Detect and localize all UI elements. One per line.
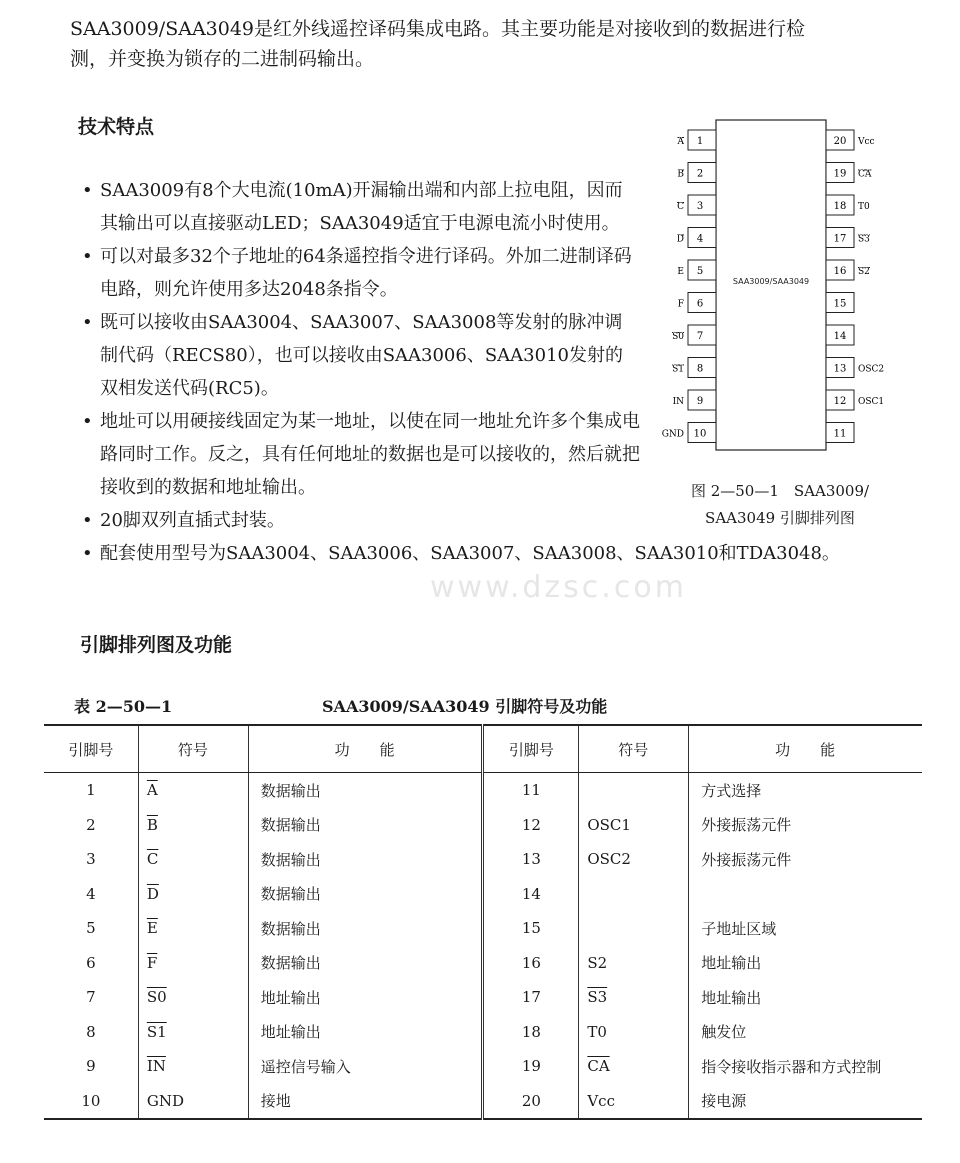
table-row [44,911,922,946]
pin-number: 8 [696,363,704,375]
cell-pin: 14 [483,877,579,912]
pin-number: 10 [693,428,707,440]
header-function: 功 能 [248,725,483,773]
pin-label: S2 [858,267,870,277]
pin-number: 2 [696,168,704,180]
intro-paragraph [70,14,900,74]
pin-number: 4 [696,233,704,245]
cell-function: 外接振荡元件 [701,816,792,835]
header-symbol: 符号 [138,725,248,773]
cell-function: 数据输出 [248,911,483,946]
cell-pin: 19 [483,1049,579,1084]
pin-number: 17 [833,233,847,245]
cell-function: 地址输出 [248,1015,483,1050]
cell-pin: 15 [483,911,579,946]
cell-pin: 3 [44,842,138,877]
pin-label: B [677,169,684,180]
table-row [44,946,922,981]
cell-symbol: S2 [579,946,689,981]
cell-function: 数据输出 [248,877,483,912]
cell-symbol: OSC1 [579,808,689,843]
cell-pin: 4 [44,877,138,912]
cell-pin: 7 [44,980,138,1015]
cell-symbol: $\overline{CA}$ [579,1049,689,1084]
cell-function: 数据输出 [248,808,483,843]
table-row [44,1084,922,1120]
cell-function: 数据输出 [248,842,483,877]
pin-number: 20 [833,136,847,147]
pin-number: 1 [696,136,704,147]
pin-number: 13 [833,363,847,375]
pin-label: E [677,267,684,277]
pin-number: 15 [833,298,847,310]
table-row [44,842,922,877]
pin-label: OSC1 [858,397,885,407]
cell-symbol: $\overline{F}$ [138,946,248,981]
feature-item: • 20脚双列直插式封装。 [80,504,900,537]
cell-pin: 8 [44,1015,138,1050]
pin-number: 11 [833,428,847,440]
cell-symbol: T0 [579,1015,689,1050]
pin-number: 6 [696,298,704,310]
table-header-row [44,725,922,773]
cell-pin: 11 [483,773,579,808]
cell-pin: 18 [483,1015,579,1050]
cell-pin: 17 [483,980,579,1015]
cell-function: 触发位 [701,1023,747,1042]
pin-number: 7 [696,331,704,342]
cell-function: 地址输出 [248,980,483,1015]
pin-function-table [44,724,922,1120]
intro-line-2: 测，并变换为锁存的二进制码输出。 [70,48,375,70]
cell-pin: 12 [483,808,579,843]
cell-symbol: $\overline{E}$ [138,911,248,946]
section-title-pinout: 引脚排列图及功能 [80,634,233,656]
pin-number: 14 [833,331,847,342]
pin-label: S1 [672,364,684,375]
table-number: 表 2—50—1 [74,697,173,716]
pin-label: OSC2 [858,364,885,375]
cell-function: 接地 [248,1084,483,1120]
cell-function: 接电源 [689,1084,922,1120]
caption-line-1: 图 2—50—1 SAA3009/ [690,482,870,500]
cell-pin: 9 [44,1049,138,1084]
feature-item: • SAA3009有8个大电流(10mA)开漏输出端和内部上拉电阻，因而其输出可以直接驱动LED；SAA3049适宜于电源电流小时使用。 [80,174,640,240]
cell-symbol: S1 [138,1015,248,1050]
header-pin: 引脚号 [44,725,138,773]
cell-symbol: $\overline{A}$ [138,773,248,808]
cell-function [689,877,922,912]
pin-number: 3 [696,201,704,212]
left-pin-group [662,130,716,443]
cell-function: 方式选择 [701,781,762,800]
cell-function: 遥控信号输入 [248,1049,483,1084]
pin-label: Vcc [858,137,875,147]
cell-symbol: S3 [579,980,689,1015]
cell-symbol [579,911,689,946]
table-row [44,877,922,912]
pin-label: A [677,137,684,147]
pin-label: T0 [858,202,870,212]
table-row [44,980,922,1015]
cell-symbol: $\overline{D}$ [138,877,248,912]
pin-number: 19 [833,168,847,180]
header-symbol: 符号 [579,725,689,773]
cell-function: 数据输出 [248,946,483,981]
pin-label: CA [858,169,872,180]
pin-label: S3 [858,234,870,245]
cell-pin: 20 [483,1084,579,1120]
feature-item: • 既可以接收由SAA3004、SAA3007、SAA3008等发射的脉冲调制代码（RECS80），也可以接收由SAA3006、SAA3010发射的双相发送代码(RC5)。 [80,306,640,405]
intro-line-1: SAA3009/SAA3049是红外线遥控译码集成电路。其主要功能是对接收到的数据进行检 [70,18,806,40]
cell-symbol: S0 [138,980,248,1015]
cell-symbol: GND [138,1084,248,1120]
feature-item: • 可以对最多32个子地址的64条遥控指令进行译码。外加二进制译码电路，则允许使用多达2048条指令。 [80,240,640,306]
cell-pin: 6 [44,946,138,981]
pinout-caption [680,478,880,532]
table-row [44,1049,922,1084]
header-pin: 引脚号 [483,725,579,773]
cell-function: 外接振荡元件 [701,850,792,869]
watermark: www.dzsc.com [430,570,687,605]
cell-symbol: $\overline{IN}$ [138,1049,248,1084]
pin-label: C [677,202,684,212]
pin-number: 18 [833,201,847,212]
cell-symbol [579,773,689,808]
right-pin-group [826,130,884,443]
cell-pin: 5 [44,911,138,946]
pin-number: 12 [833,396,847,407]
pin-number: 5 [696,266,704,277]
cell-symbol [579,877,689,912]
pin-number: 16 [833,266,847,277]
cell-function: 指令接收指示器和方式控制 [701,1057,882,1076]
cell-pin: 10 [44,1084,138,1120]
pin-label: F [677,299,684,310]
cell-function: 数据输出 [248,773,483,808]
table-row [44,773,922,808]
cell-function: 子地址区域 [701,919,777,938]
pin-label: GND [661,429,684,440]
pin-label: IN [672,397,684,407]
header-function: 功 能 [689,725,922,773]
cell-pin: 13 [483,842,579,877]
cell-pin: 2 [44,808,138,843]
caption-line-2: SAA3049 引脚排列图 [705,509,855,527]
chip-label: SAA3009/SAA3049 [732,277,810,286]
table-row [44,1015,922,1050]
cell-symbol: $\overline{B}$ [138,808,248,843]
cell-pin: 1 [44,773,138,808]
cell-function: 地址输出 [701,954,762,973]
feature-item: • 地址可以用硬接线固定为某一地址，以使在同一地址允许多个集成电路同时工作。反之，具有任何地址的数据也是可以接收的，然后就把接收到的数据和地址输出。 [80,405,640,504]
cell-symbol: OSC2 [579,842,689,877]
cell-symbol: $\overline{C}$ [138,842,248,877]
cell-symbol: Vcc [579,1084,689,1120]
pin-number: 9 [696,396,704,407]
pin-label: D [676,234,684,245]
cell-function: 地址输出 [701,988,762,1007]
pinout-diagram [660,118,890,458]
section-title-features: 技术特点 [78,116,155,138]
pin-label: S0 [672,332,684,342]
table-title: SAA3009/SAA3049 引脚符号及功能 [322,697,608,716]
table-row [44,808,922,843]
feature-item: • 配套使用型号为SAA3004、SAA3006、SAA3007、SAA3008、SAA3010和TDA3048。 [80,537,900,570]
cell-pin: 16 [483,946,579,981]
